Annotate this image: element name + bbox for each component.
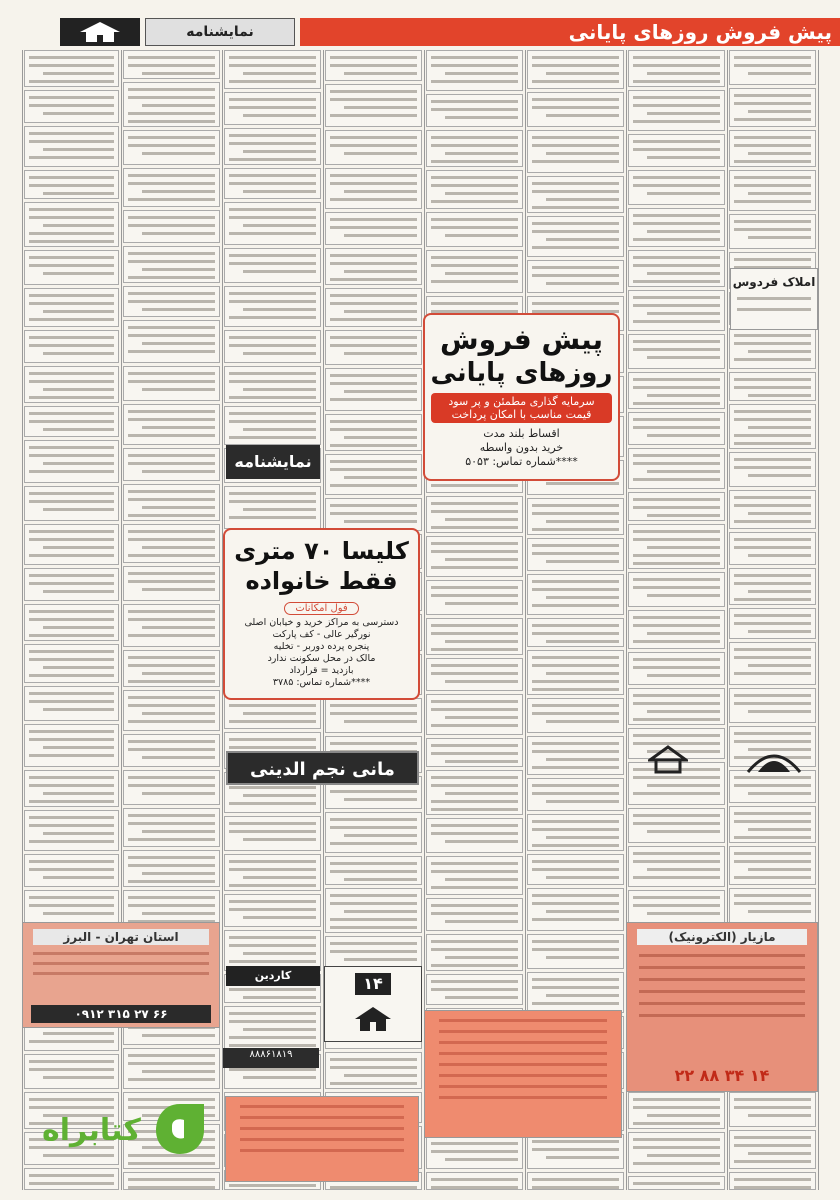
ketabrah-logo-icon	[152, 1098, 208, 1156]
classified-ad	[628, 448, 725, 489]
house-icon	[353, 1005, 393, 1033]
classified-ad	[527, 698, 624, 733]
section-banner: نمایشنامه	[226, 445, 320, 479]
classified-ad	[224, 406, 321, 445]
classified-ad	[628, 412, 725, 445]
classified-ad	[729, 170, 816, 211]
classified-ad	[325, 368, 422, 411]
classified-ad	[123, 366, 220, 401]
classified-ad	[527, 92, 624, 127]
classified-ad	[729, 88, 816, 127]
classified-ad	[123, 286, 220, 317]
tunnel-icon	[744, 744, 804, 774]
classified-ad	[325, 84, 422, 127]
classified-ad	[24, 170, 119, 199]
classified-ad	[123, 130, 220, 165]
classified-ad	[729, 770, 816, 803]
classified-ad	[24, 330, 119, 363]
classified-ad	[729, 568, 816, 605]
classified-ad	[426, 856, 523, 895]
classified-ad	[224, 50, 321, 89]
classified-ad	[224, 854, 321, 891]
classified-ad	[628, 1176, 725, 1190]
classified-ad	[224, 286, 321, 327]
classified-ad	[628, 1132, 725, 1173]
classified-ad	[123, 246, 220, 283]
classified-ad	[325, 50, 422, 81]
classified-ad	[729, 452, 816, 487]
classified-ad	[224, 202, 321, 245]
classified-ad	[325, 168, 422, 209]
classified-ad	[729, 888, 816, 923]
classified-ad	[729, 50, 816, 85]
classified-ad	[24, 524, 119, 565]
classified-ad	[628, 250, 725, 287]
classified-ad	[527, 260, 624, 293]
ketabrah-logo-text: کتابراه	[42, 1113, 141, 1148]
classified-ad	[123, 808, 220, 847]
classified-ad	[426, 1136, 523, 1169]
classified-ad	[325, 414, 422, 451]
kelisa-line5: بازدید = قرارداد	[289, 665, 354, 676]
classified-ad	[628, 572, 725, 607]
classified-ad	[729, 372, 816, 401]
classified-ad	[325, 288, 422, 327]
column-divider	[818, 50, 819, 1190]
classified-ad	[729, 214, 816, 249]
classified-ad	[224, 366, 321, 403]
classified-ad	[224, 248, 321, 283]
classified-ad	[325, 888, 422, 933]
classified-ad	[628, 492, 725, 521]
kelisa-title-2: فقط خانواده	[245, 567, 398, 595]
classified-ad	[729, 490, 816, 529]
classified-ad	[729, 1172, 816, 1190]
classified-ad	[24, 568, 119, 601]
classified-ad	[527, 50, 624, 89]
top-header-bar	[0, 18, 840, 46]
classified-ad	[628, 50, 725, 87]
classified-ad	[426, 658, 523, 691]
classified-ad	[224, 92, 321, 125]
ostan-title: استان تهران - البرز	[33, 929, 209, 945]
house-14-ad	[324, 966, 422, 1042]
classified-ad	[527, 814, 624, 851]
ferdows-title: املاک فردوس	[732, 275, 816, 289]
ferdows-ad	[730, 268, 818, 330]
classified-ad	[426, 934, 523, 971]
classified-ad	[426, 580, 523, 615]
ostan-ad	[22, 922, 220, 1028]
classified-ad	[426, 496, 523, 533]
classified-ad	[224, 894, 321, 927]
classified-ad	[426, 1172, 523, 1190]
classified-ad	[729, 1092, 816, 1127]
classified-ad	[426, 130, 523, 167]
classified-ad	[123, 210, 220, 243]
classified-ad	[729, 404, 816, 449]
classified-ad	[527, 736, 624, 775]
classified-ad	[123, 82, 220, 127]
classified-ad	[123, 770, 220, 805]
classified-ad	[426, 170, 523, 209]
classified-ad	[325, 454, 422, 495]
classified-ad	[729, 806, 816, 843]
classified-ad	[123, 524, 220, 563]
classified-ad	[123, 734, 220, 767]
classified-ad	[123, 566, 220, 601]
classified-ad	[628, 890, 725, 923]
home-banner	[60, 18, 140, 46]
classified-ad	[729, 688, 816, 723]
classified-ad	[426, 50, 523, 91]
classified-ad	[24, 126, 119, 167]
classified-ad	[123, 1048, 220, 1089]
classified-ad	[426, 974, 523, 1005]
classified-ad	[24, 1168, 119, 1190]
kardin-logo: کاردین	[226, 966, 320, 986]
classified-ad	[729, 130, 816, 167]
classified-ad	[123, 650, 220, 687]
classified-ad	[628, 170, 725, 205]
classified-ad	[426, 212, 523, 247]
classified-ad	[628, 610, 725, 649]
mazyar-phone: ۲۲ ۸۸ ۳۴ ۱۴	[674, 1066, 770, 1085]
presale-line1: اقساط بلند مدت	[483, 427, 560, 440]
kelisa-contact: شماره تماس: ۳۷۸۵****	[272, 677, 371, 688]
classified-ad	[325, 130, 422, 165]
classified-ad	[527, 130, 624, 173]
classified-ad	[24, 288, 119, 327]
classified-ad	[24, 854, 119, 887]
classified-ad	[527, 888, 624, 931]
classified-ad	[729, 1130, 816, 1169]
classified-ad	[628, 290, 725, 331]
classified-ad	[24, 406, 119, 437]
classified-ad	[24, 604, 119, 641]
classified-ad	[224, 128, 321, 165]
classified-ad	[426, 94, 523, 127]
presale-line2: خرید بدون واسطه	[479, 441, 564, 454]
classified-ad	[24, 644, 119, 683]
house-icon	[60, 18, 140, 46]
classified-ad	[24, 250, 119, 285]
red-ad-center	[424, 1010, 622, 1138]
headline-text: پیش فروش روزهای پایانی	[568, 20, 832, 44]
classified-ad	[628, 846, 725, 887]
mazyar-title: مازیار (الکترونیک)	[637, 929, 807, 945]
classified-ad	[24, 1054, 119, 1089]
kelisa-pill: فول امکانات	[284, 602, 358, 615]
presale-band	[431, 393, 612, 423]
presale-title-2: روزهای پایانی	[430, 358, 613, 388]
classified-ad	[729, 642, 816, 685]
classified-ad	[24, 366, 119, 403]
red-ad-bottom	[225, 1096, 419, 1182]
classified-ad	[224, 330, 321, 363]
classified-ad	[527, 216, 624, 257]
classified-ad	[123, 404, 220, 445]
classified-ad	[426, 818, 523, 853]
classified-ad	[325, 698, 422, 733]
classified-ad	[426, 770, 523, 815]
classified-ad	[527, 1172, 624, 1190]
classified-ad	[123, 1172, 220, 1190]
classified-ad	[426, 694, 523, 735]
classified-ad	[123, 448, 220, 481]
classified-ad	[527, 934, 624, 969]
ostan-phone: ۰۹۱۲ ۳۱۵ ۲۷ ۶۶	[31, 1005, 211, 1023]
classified-ad	[628, 652, 725, 685]
classified-ad	[628, 524, 725, 569]
classified-ad	[24, 440, 119, 483]
classified-ad	[24, 810, 119, 851]
classified-ad	[527, 778, 624, 811]
classified-ad	[527, 1134, 624, 1169]
classified-ad	[325, 1052, 422, 1089]
classified-ad	[123, 50, 220, 79]
classified-ad	[426, 536, 523, 577]
presale-title-1: پیش فروش	[439, 323, 604, 356]
classified-ad	[325, 212, 422, 245]
section-label: نمایشنامه	[145, 18, 295, 46]
classified-ad	[527, 176, 624, 213]
classified-ad	[123, 484, 220, 521]
classified-ad	[24, 770, 119, 807]
classified-ad	[325, 498, 422, 531]
classified-ad	[123, 850, 220, 887]
classified-ad	[325, 812, 422, 853]
presale-ad	[423, 313, 620, 481]
classified-ad	[123, 690, 220, 731]
classified-ad	[628, 1092, 725, 1129]
classified-ad	[527, 498, 624, 535]
classified-ad	[224, 816, 321, 851]
classified-ad	[628, 334, 725, 369]
classified-ad	[729, 328, 816, 369]
classified-ad	[527, 618, 624, 647]
classified-ad	[123, 320, 220, 363]
classified-ad	[325, 856, 422, 885]
classified-ad	[325, 248, 422, 285]
classified-ad	[527, 854, 624, 885]
kelisa-line3: پنجره پرده دوربر - تخلیه	[273, 641, 370, 652]
classified-ad	[224, 486, 321, 529]
classified-ad	[628, 688, 725, 725]
classified-ad	[729, 846, 816, 885]
classified-ad	[24, 202, 119, 247]
headline-bar	[300, 18, 840, 46]
classified-ad	[527, 574, 624, 615]
presale-band-line1: سرمایه گذاری مطمئن و پر سود	[448, 395, 595, 408]
classified-ad	[325, 330, 422, 365]
classified-ad	[224, 168, 321, 199]
kelisa-line2: نورگیر عالی - کف پارکت	[272, 629, 371, 640]
classified-ad	[123, 604, 220, 647]
classified-ad	[628, 372, 725, 409]
classified-ad	[24, 90, 119, 123]
presale-contact: شماره تماس: ۵۰۵۳****	[465, 455, 578, 468]
classified-ad	[729, 532, 816, 565]
classified-ad	[527, 650, 624, 695]
classified-ad	[527, 972, 624, 1013]
mazyar-ad	[626, 922, 818, 1092]
classified-ad	[24, 686, 119, 721]
classified-ad	[527, 538, 624, 571]
kelisa-title-1: کلیسا ۷۰ متری	[234, 537, 409, 565]
classified-ad	[24, 724, 119, 767]
mani-banner: مانی نجم الدینی	[226, 751, 419, 785]
classified-ad	[628, 208, 725, 247]
classified-ad	[24, 50, 119, 87]
house-icon	[648, 744, 688, 774]
classified-ad	[123, 168, 220, 207]
classified-ad	[224, 930, 321, 971]
classified-ad	[224, 1006, 321, 1051]
kelisa-ad	[223, 528, 420, 700]
classified-ad	[24, 486, 119, 521]
phone-ad-small: ۸۸۸۶۱۸۱۹	[223, 1048, 319, 1068]
presale-band-line2: قیمت مناسب با امکان پرداخت	[451, 408, 592, 421]
classified-ad	[426, 250, 523, 293]
classified-ad	[426, 898, 523, 931]
classified-ad	[628, 808, 725, 843]
kelisa-line4: مالک در محل سکونت ندارد	[267, 653, 376, 664]
classified-ad	[729, 608, 816, 639]
classified-ad	[426, 738, 523, 767]
kelisa-line1: دسترسی به مراکز خرید و خیابان اصلی	[244, 617, 399, 628]
classified-ad	[628, 134, 725, 167]
classified-ad	[24, 890, 119, 925]
classified-ad	[628, 90, 725, 131]
house-14-number: ۱۴	[355, 973, 391, 995]
classified-ad	[426, 618, 523, 655]
